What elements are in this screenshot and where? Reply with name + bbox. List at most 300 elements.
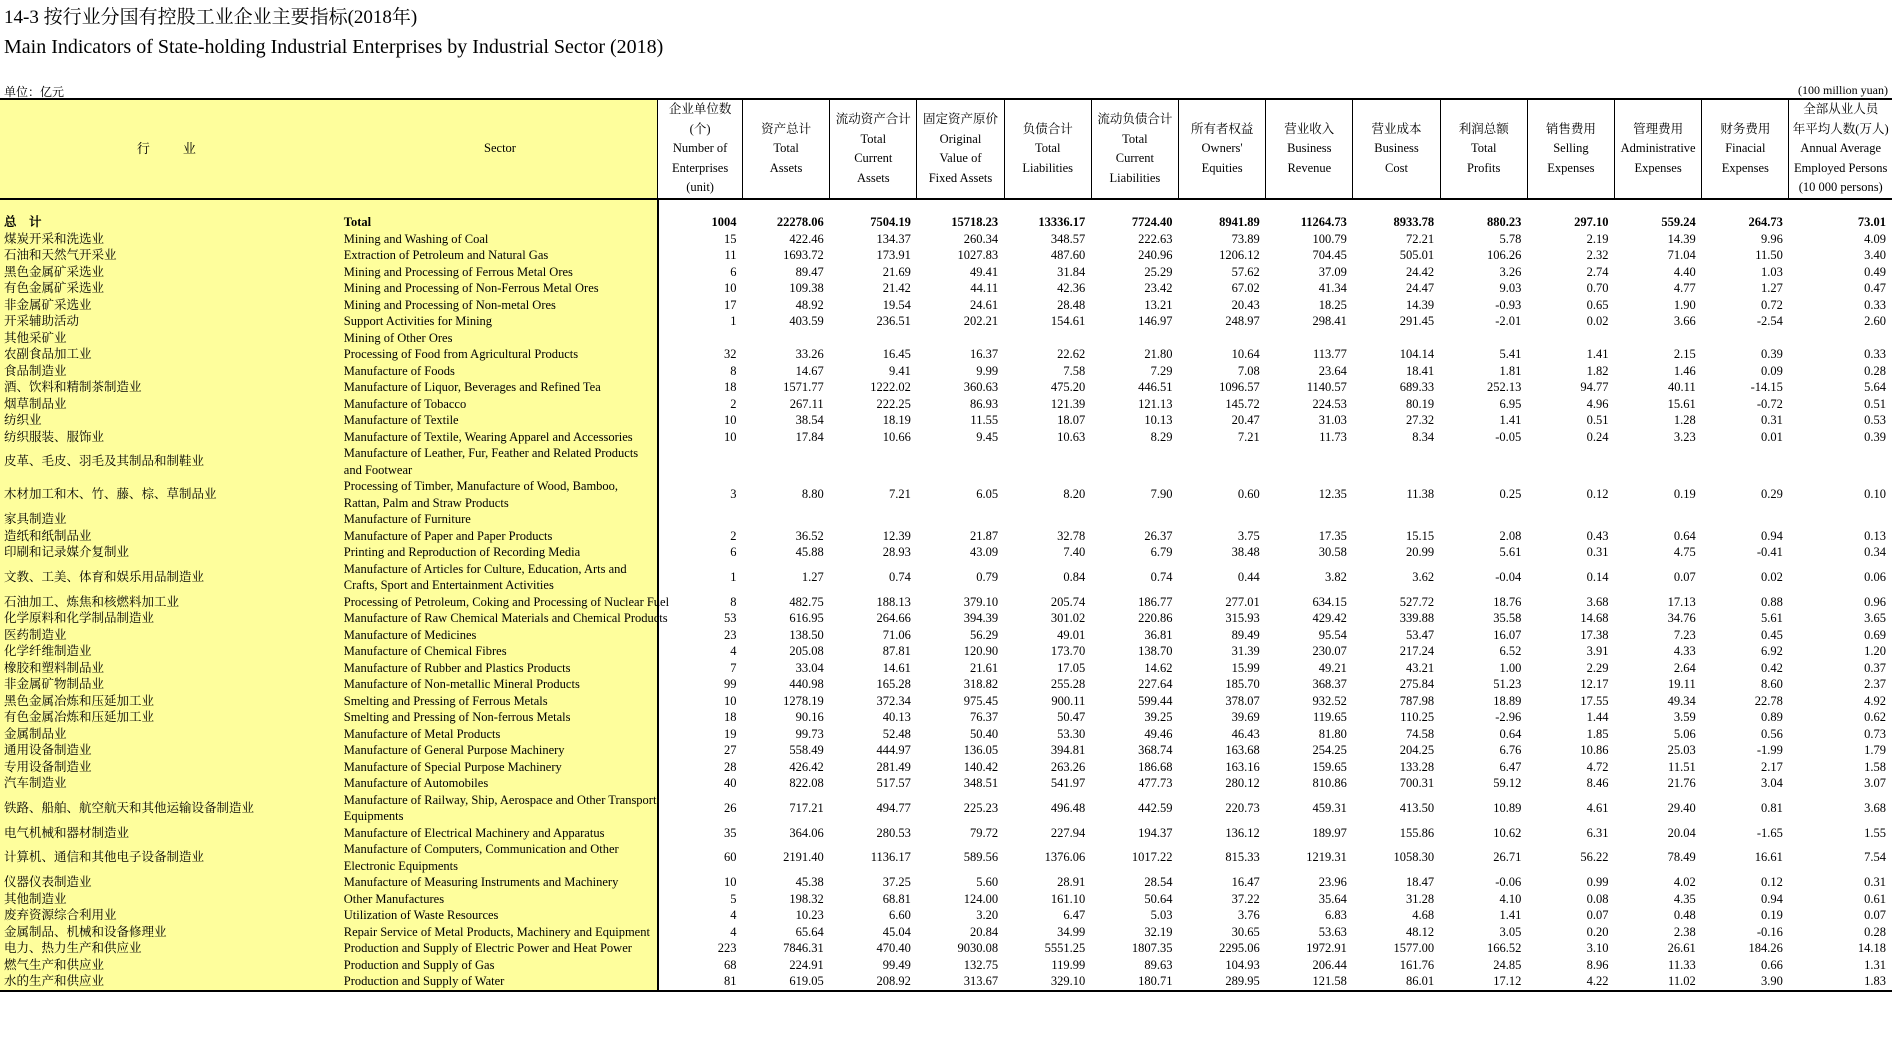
value-cell: 16.47 bbox=[1231, 875, 1260, 889]
value-cell: 0.07 bbox=[1586, 908, 1609, 922]
value-cell: -0.16 bbox=[1756, 924, 1783, 939]
value-cell: 99 bbox=[658, 676, 743, 693]
value-cell: 59.12 bbox=[1493, 776, 1522, 790]
value-cell: 23.64 bbox=[1318, 363, 1347, 378]
value-cell: 225.23 bbox=[963, 800, 999, 815]
industry-name-cn: 仪器仪表制造业 bbox=[0, 874, 343, 891]
header-col-cn: 所有者权益 bbox=[1190, 121, 1254, 136]
value-cell: 20.84 bbox=[969, 924, 999, 939]
table-row bbox=[0, 379, 1892, 396]
sector-name-en: Processing of Food from Agricultural Products bbox=[343, 346, 658, 363]
value-cell: 281.49 bbox=[876, 759, 911, 774]
header-col-cn: 流动负债合计 bbox=[1097, 112, 1173, 126]
value-cell: 2.15 bbox=[1673, 347, 1696, 361]
value-cell bbox=[1527, 445, 1614, 478]
value-cell: 0.94 bbox=[1761, 528, 1783, 543]
value-cell: 0.53 bbox=[1864, 413, 1886, 427]
value-cell: 40 bbox=[658, 775, 743, 792]
value-cell: 4.61 bbox=[1586, 800, 1609, 815]
sector-name-en: Mining and Processing of Non-metal Ores bbox=[343, 297, 658, 314]
table-row bbox=[0, 429, 1892, 446]
value-cell: 119.65 bbox=[1312, 710, 1347, 724]
value-cell: 1376.06 bbox=[1044, 850, 1086, 865]
header-col-cn: 营业收入 bbox=[1284, 121, 1335, 136]
value-cell: 41.34 bbox=[1318, 281, 1347, 295]
value-cell: 4.68 bbox=[1412, 908, 1435, 922]
industry-name-cn: 纺织服装、服饰业 bbox=[0, 429, 343, 446]
value-cell: 0.74 bbox=[1150, 569, 1173, 584]
value-cell: 4.92 bbox=[1864, 693, 1886, 708]
value-cell: 4.72 bbox=[1586, 759, 1609, 774]
value-cell: 28 bbox=[658, 759, 743, 776]
value-cell: 56.29 bbox=[969, 627, 999, 642]
value-cell: 0.65 bbox=[1586, 297, 1609, 312]
value-cell bbox=[917, 330, 1004, 347]
sector-name-en: Smelting and Pressing of Ferrous Metals bbox=[343, 693, 658, 710]
value-cell: 0.24 bbox=[1586, 429, 1609, 444]
value-cell: 17 bbox=[658, 297, 743, 314]
value-cell: 121.39 bbox=[1050, 396, 1086, 411]
value-cell: 0.37 bbox=[1864, 660, 1886, 675]
value-cell: 0.64 bbox=[1499, 726, 1522, 741]
value-cell: 23 bbox=[658, 627, 743, 644]
value-cell: 0.74 bbox=[889, 569, 911, 584]
page-title-en: Main Indicators of State-holding Industrial Enterprises by Industrial Sector (2018) bbox=[4, 36, 664, 58]
value-cell: 1206.12 bbox=[1219, 248, 1260, 262]
value-cell: 3.68 bbox=[1586, 594, 1609, 609]
header-col-6 bbox=[1091, 99, 1178, 199]
value-cell: 53.47 bbox=[1405, 627, 1435, 642]
value-cell bbox=[1353, 445, 1440, 478]
value-cell: 15.99 bbox=[1231, 660, 1260, 675]
value-cell: 81 bbox=[658, 973, 743, 991]
header-sector: Sector bbox=[343, 99, 658, 199]
value-cell: 21.42 bbox=[882, 281, 911, 295]
value-cell: 0.02 bbox=[1761, 569, 1783, 584]
value-cell: 0.06 bbox=[1864, 569, 1886, 584]
value-cell: 1.41 bbox=[1499, 908, 1522, 922]
value-cell: 1027.83 bbox=[957, 248, 999, 262]
header-col-12 bbox=[1615, 99, 1702, 199]
industry-name-cn: 总 计 bbox=[0, 214, 343, 231]
value-cell: 99.49 bbox=[882, 957, 911, 972]
value-cell: 23.42 bbox=[1144, 281, 1173, 295]
industry-name-cn: 开采辅助活动 bbox=[0, 313, 343, 330]
table-row bbox=[0, 693, 1892, 710]
value-cell: 0.96 bbox=[1864, 594, 1886, 609]
value-cell: 254.25 bbox=[1312, 743, 1347, 757]
value-cell: 20.43 bbox=[1231, 297, 1260, 312]
value-cell: 440.98 bbox=[789, 677, 824, 691]
value-cell: 4.75 bbox=[1673, 545, 1696, 559]
header-col-cn: 流动资产合计 bbox=[835, 112, 911, 126]
sector-name-en: Manufacture of Non-metallic Mineral Products bbox=[343, 676, 658, 693]
sector-name-text: Manufacture of Leather, Fur, Feather and Related Products and Footwear bbox=[343, 446, 639, 477]
value-cell: 1.03 bbox=[1761, 264, 1783, 279]
value-cell: 1 bbox=[658, 561, 743, 594]
value-cell: 280.12 bbox=[1225, 776, 1260, 790]
value-cell: 184.26 bbox=[1748, 941, 1783, 955]
value-cell bbox=[1702, 330, 1789, 347]
sector-name-en: Manufacture of Textile, Wearing Apparel and Accessories bbox=[343, 429, 658, 446]
value-cell bbox=[1527, 511, 1614, 528]
value-cell bbox=[1615, 330, 1702, 347]
value-cell: 24.61 bbox=[969, 297, 999, 312]
value-cell: 27.32 bbox=[1405, 413, 1435, 427]
value-cell: 10.64 bbox=[1231, 347, 1260, 361]
value-cell: 45.38 bbox=[795, 875, 824, 889]
value-cell: 10.23 bbox=[795, 908, 824, 922]
value-cell bbox=[1789, 445, 1892, 478]
value-cell: 1.58 bbox=[1864, 759, 1886, 774]
value-cell: 5.06 bbox=[1673, 726, 1696, 741]
value-cell bbox=[1004, 445, 1091, 478]
value-cell bbox=[1266, 445, 1353, 478]
value-cell: 161.76 bbox=[1399, 957, 1435, 972]
value-cell: 202.21 bbox=[963, 314, 999, 328]
value-cell bbox=[830, 330, 917, 347]
value-cell: -0.41 bbox=[1756, 545, 1783, 559]
value-cell: 264.66 bbox=[876, 611, 911, 625]
value-cell: 5.64 bbox=[1864, 380, 1886, 394]
value-cell: 7.54 bbox=[1864, 850, 1886, 865]
value-cell: 372.34 bbox=[876, 693, 911, 708]
value-cell: 2.08 bbox=[1499, 528, 1522, 543]
value-cell: 704.45 bbox=[1312, 248, 1347, 262]
table-row bbox=[0, 511, 1892, 528]
value-cell: 36.81 bbox=[1144, 627, 1173, 642]
value-cell: 475.20 bbox=[1050, 380, 1086, 394]
value-cell: 5 bbox=[658, 891, 743, 908]
value-cell: 0.51 bbox=[1586, 413, 1609, 427]
value-cell: 7.21 bbox=[889, 487, 911, 502]
table-row bbox=[0, 841, 1892, 874]
value-cell: 5.61 bbox=[1499, 545, 1522, 559]
value-cell: 589.56 bbox=[963, 850, 999, 865]
header-col-5 bbox=[1004, 99, 1091, 199]
value-cell: 11.51 bbox=[1668, 759, 1696, 774]
value-cell: 0.07 bbox=[1673, 569, 1696, 584]
value-cell: -0.05 bbox=[1495, 429, 1522, 444]
value-cell: 220.73 bbox=[1225, 800, 1260, 815]
sector-name-en: Manufacture of Rubber and Plastics Products bbox=[343, 660, 658, 677]
value-cell: 6.79 bbox=[1150, 545, 1173, 559]
industry-name-cn: 铁路、船舶、航空航天和其他运输设备制造业 bbox=[0, 792, 343, 825]
value-cell: 15 bbox=[658, 231, 743, 248]
value-cell: 222.63 bbox=[1138, 231, 1173, 246]
value-cell: 1.20 bbox=[1864, 644, 1886, 658]
sector-name-en: Mining and Washing of Coal bbox=[343, 231, 658, 248]
value-cell: 2.74 bbox=[1586, 264, 1609, 279]
value-cell: 104.93 bbox=[1225, 957, 1260, 972]
header-col-cn: 固定资产原价 bbox=[922, 112, 998, 126]
industry-name-cn: 烟草制品业 bbox=[0, 396, 343, 413]
value-cell: 90.16 bbox=[795, 710, 824, 724]
value-cell: 280.53 bbox=[876, 825, 911, 840]
value-cell bbox=[658, 330, 743, 347]
value-cell: 36.52 bbox=[795, 528, 824, 543]
value-cell bbox=[830, 511, 917, 528]
value-cell: 0.49 bbox=[1864, 264, 1886, 279]
value-cell: 10.62 bbox=[1493, 825, 1522, 840]
table-row bbox=[0, 891, 1892, 908]
value-cell: 1.55 bbox=[1864, 825, 1886, 840]
sector-name-en: Mining and Processing of Ferrous Metal Ores bbox=[343, 264, 658, 281]
value-cell: 110.25 bbox=[1400, 710, 1435, 724]
value-cell: 18 bbox=[658, 709, 743, 726]
value-cell: 2.60 bbox=[1864, 314, 1886, 328]
value-cell: 364.06 bbox=[789, 825, 824, 840]
value-cell: 10.89 bbox=[1493, 800, 1522, 815]
value-cell: 541.97 bbox=[1050, 776, 1086, 790]
value-cell: 313.67 bbox=[917, 973, 1004, 991]
value-cell: 5551.25 bbox=[1044, 941, 1086, 955]
value-cell bbox=[1266, 330, 1353, 347]
industry-name-cn: 有色金属矿采选业 bbox=[0, 280, 343, 297]
value-cell: 7724.40 bbox=[1131, 215, 1173, 229]
value-cell: 194.37 bbox=[1138, 825, 1173, 840]
value-cell: 15.15 bbox=[1405, 528, 1435, 543]
value-cell: 29.40 bbox=[1667, 800, 1696, 815]
value-cell: -0.04 bbox=[1495, 569, 1522, 584]
header-col-en: Annual Average Employed Persons (10 000 persons) bbox=[1794, 141, 1888, 195]
value-cell: 39.25 bbox=[1144, 710, 1173, 724]
value-cell: 3.40 bbox=[1864, 248, 1886, 262]
sector-name-en bbox=[343, 445, 658, 478]
header-col-2 bbox=[742, 99, 829, 199]
value-cell: 136.12 bbox=[1225, 825, 1260, 840]
header-col-cn: 管理费用 bbox=[1633, 121, 1684, 136]
value-cell: 0.33 bbox=[1864, 347, 1886, 361]
value-cell: 165.28 bbox=[876, 677, 911, 691]
value-cell: 38.48 bbox=[1231, 545, 1260, 559]
value-cell: 4 bbox=[658, 907, 743, 924]
header-col-8 bbox=[1266, 99, 1353, 199]
value-cell: 7.08 bbox=[1237, 363, 1260, 378]
industry-name-cn: 金属制品业 bbox=[0, 726, 343, 743]
table-row bbox=[0, 594, 1892, 611]
value-cell: 50.47 bbox=[1057, 710, 1086, 724]
header-col-1 bbox=[658, 99, 743, 199]
value-cell: 7.40 bbox=[1063, 545, 1086, 559]
value-cell: 205.74 bbox=[1050, 594, 1086, 609]
value-cell: 0.39 bbox=[1761, 347, 1783, 361]
value-cell: 180.71 bbox=[1091, 973, 1178, 991]
value-cell: 3.75 bbox=[1237, 528, 1260, 543]
table-row bbox=[0, 924, 1892, 941]
value-cell: 68 bbox=[658, 957, 743, 974]
header-col-10 bbox=[1440, 99, 1527, 199]
value-cell: 477.73 bbox=[1138, 776, 1173, 790]
value-cell: 360.63 bbox=[963, 380, 999, 394]
industry-name-cn: 文教、工美、体育和娱乐用品制造业 bbox=[0, 561, 343, 594]
header-col-en: Selling Expenses bbox=[1547, 141, 1595, 175]
value-cell: 86.01 bbox=[1353, 973, 1440, 991]
value-cell: 0.01 bbox=[1761, 429, 1783, 444]
value-cell: 1.27 bbox=[1761, 281, 1783, 295]
value-cell: 89.49 bbox=[1231, 627, 1260, 642]
value-cell: 0.25 bbox=[1499, 487, 1522, 502]
sector-name-en: Processing of Petroleum, Coking and Processing of Nuclear Fuel bbox=[343, 594, 670, 609]
header-col-9 bbox=[1353, 99, 1440, 199]
value-cell: 22278.06 bbox=[776, 215, 824, 229]
total-row bbox=[0, 214, 1892, 231]
value-cell: 80.19 bbox=[1405, 396, 1435, 411]
industry-name-cn: 化学纤维制造业 bbox=[0, 643, 343, 660]
industry-name-cn: 农副食品加工业 bbox=[0, 346, 343, 363]
value-cell: 0.69 bbox=[1864, 627, 1886, 642]
value-cell: 0.29 bbox=[1761, 487, 1783, 502]
value-cell: 16.07 bbox=[1493, 627, 1522, 642]
unit-label-cn: 单位：亿元 bbox=[4, 85, 65, 99]
value-cell: 28.48 bbox=[1057, 297, 1086, 312]
value-cell: 11264.73 bbox=[1300, 215, 1347, 229]
industry-name-cn: 水的生产和供应业 bbox=[0, 973, 343, 991]
value-cell: 0.99 bbox=[1586, 875, 1609, 889]
table-row bbox=[0, 874, 1892, 891]
value-cell: 166.52 bbox=[1486, 941, 1522, 955]
value-cell: 28.54 bbox=[1144, 875, 1173, 889]
value-cell: 124.00 bbox=[963, 891, 999, 906]
sector-name-en: Manufacture of Paper and Paper Products bbox=[343, 528, 658, 545]
value-cell bbox=[1266, 511, 1353, 528]
value-cell: 0.28 bbox=[1864, 924, 1886, 939]
value-cell: -0.72 bbox=[1756, 396, 1783, 411]
sector-name-en: Smelting and Pressing of Non-ferrous Metals bbox=[343, 709, 658, 726]
value-cell: 224.53 bbox=[1312, 396, 1347, 411]
value-cell: 0.28 bbox=[1864, 363, 1886, 378]
value-cell: 1571.77 bbox=[783, 380, 824, 394]
value-cell: 17.55 bbox=[1580, 693, 1609, 708]
value-cell: 11.73 bbox=[1319, 429, 1347, 444]
sector-name-en: Manufacture of Furniture bbox=[343, 511, 658, 528]
sector-name-en: Production and Supply of Electric Power and Heat Power bbox=[343, 940, 658, 957]
industry-name-cn: 燃气生产和供应业 bbox=[0, 957, 343, 974]
value-cell: 558.49 bbox=[789, 743, 824, 757]
value-cell: 48.12 bbox=[1405, 924, 1435, 939]
value-cell bbox=[1179, 330, 1266, 347]
industry-name-cn: 电气机械和器材制造业 bbox=[0, 825, 343, 842]
header-col-en: Total Profits bbox=[1467, 141, 1501, 175]
value-cell: 0.89 bbox=[1761, 710, 1783, 724]
value-cell: 11.55 bbox=[970, 413, 999, 427]
sector-name-en: Manufacture of Tobacco bbox=[343, 396, 658, 413]
value-cell: 459.31 bbox=[1312, 800, 1347, 815]
value-cell: 0.47 bbox=[1864, 281, 1886, 295]
value-cell: 3.23 bbox=[1673, 429, 1696, 444]
value-cell: 13.21 bbox=[1144, 297, 1173, 312]
value-cell: 186.77 bbox=[1138, 594, 1173, 609]
value-cell: 19.11 bbox=[1668, 677, 1696, 691]
header-col-cn: 利润总额 bbox=[1458, 121, 1509, 136]
value-cell: 19.54 bbox=[882, 297, 911, 312]
value-cell: 65.64 bbox=[795, 924, 824, 939]
value-cell: 73.01 bbox=[1857, 215, 1886, 229]
sector-name-en: Manufacture of General Purpose Machinery bbox=[343, 742, 658, 759]
value-cell: 15718.23 bbox=[951, 215, 999, 229]
value-cell: 3 bbox=[658, 478, 743, 511]
value-cell: 26 bbox=[658, 792, 743, 825]
value-cell: 3.05 bbox=[1499, 924, 1522, 939]
value-cell: 815.33 bbox=[1225, 850, 1260, 865]
value-cell: 18.89 bbox=[1493, 693, 1522, 708]
header-col-cn: 负债合计 bbox=[1022, 121, 1073, 136]
value-cell: 787.98 bbox=[1399, 693, 1435, 708]
value-cell: 6.83 bbox=[1325, 908, 1347, 922]
value-cell: 689.33 bbox=[1399, 380, 1435, 394]
sector-name-text: Manufacture of Articles for Culture, Education, Arts and Crafts, Sport and Entertainment Activities bbox=[343, 561, 627, 592]
value-cell: 3.90 bbox=[1702, 973, 1789, 991]
value-cell: 494.77 bbox=[876, 800, 911, 815]
industry-name-cn: 化学原料和化学制品制造业 bbox=[0, 610, 343, 627]
table-row bbox=[0, 907, 1892, 924]
value-cell: -0.06 bbox=[1495, 875, 1522, 889]
value-cell: 18.76 bbox=[1493, 594, 1522, 609]
value-cell: 0.62 bbox=[1864, 710, 1886, 724]
value-cell: 470.40 bbox=[876, 941, 911, 955]
value-cell: -2.54 bbox=[1756, 314, 1783, 328]
value-cell: 45.88 bbox=[795, 545, 824, 559]
value-cell: 121.58 bbox=[1266, 973, 1353, 991]
value-cell: 18.47 bbox=[1405, 875, 1435, 889]
value-cell: 2295.06 bbox=[1219, 941, 1260, 955]
value-cell: 810.86 bbox=[1312, 776, 1347, 790]
value-cell: 505.01 bbox=[1399, 248, 1435, 262]
value-cell: 2 bbox=[658, 396, 743, 413]
value-cell: 10 bbox=[658, 429, 743, 446]
value-cell: 37.22 bbox=[1231, 891, 1260, 906]
value-cell: 17.12 bbox=[1440, 973, 1527, 991]
header-col-7 bbox=[1179, 99, 1266, 199]
value-cell: 379.10 bbox=[963, 594, 999, 609]
value-cell: 121.13 bbox=[1138, 396, 1173, 411]
value-cell: 0.12 bbox=[1586, 487, 1609, 502]
value-cell: 208.92 bbox=[830, 973, 917, 991]
value-cell: 10 bbox=[658, 693, 743, 710]
industry-name-cn: 石油和天然气开采业 bbox=[0, 247, 343, 264]
value-cell: 1096.57 bbox=[1219, 380, 1260, 394]
value-cell: 10 bbox=[658, 874, 743, 891]
table-row bbox=[0, 610, 1892, 627]
value-cell: 12.17 bbox=[1580, 677, 1609, 691]
value-cell: 932.52 bbox=[1312, 693, 1347, 708]
value-cell: 2.64 bbox=[1673, 660, 1696, 675]
value-cell: 11.50 bbox=[1755, 248, 1783, 262]
value-cell: 40.13 bbox=[882, 710, 911, 724]
table-row bbox=[0, 627, 1892, 644]
value-cell: 18.07 bbox=[1057, 413, 1086, 427]
value-cell: 0.08 bbox=[1586, 891, 1609, 906]
value-cell bbox=[1527, 330, 1614, 347]
sector-name-en: Manufacture of Medicines bbox=[343, 627, 658, 644]
value-cell: 315.93 bbox=[1225, 611, 1260, 625]
sector-name-en: Manufacture of Raw Chemical Materials and Chemical Products bbox=[343, 611, 668, 625]
value-cell: 89.47 bbox=[795, 264, 824, 279]
value-cell: 0.73 bbox=[1864, 726, 1886, 741]
value-cell: 6.05 bbox=[976, 487, 999, 502]
header-col-en: Original Value of Fixed Assets bbox=[928, 131, 993, 185]
value-cell: 975.45 bbox=[963, 693, 999, 708]
spacer-row bbox=[0, 199, 1892, 214]
value-cell: 1.44 bbox=[1586, 710, 1609, 724]
industry-name-cn: 通用设备制造业 bbox=[0, 742, 343, 759]
value-cell: 0.44 bbox=[1237, 569, 1260, 584]
value-cell: 21.61 bbox=[969, 660, 999, 675]
value-cell: -1.99 bbox=[1756, 743, 1783, 757]
value-cell: 73.89 bbox=[1231, 231, 1260, 246]
sector-name-text: Manufacture of Computers, Communication and Other Electronic Equipments bbox=[343, 842, 619, 873]
value-cell: 119.99 bbox=[1051, 957, 1086, 972]
